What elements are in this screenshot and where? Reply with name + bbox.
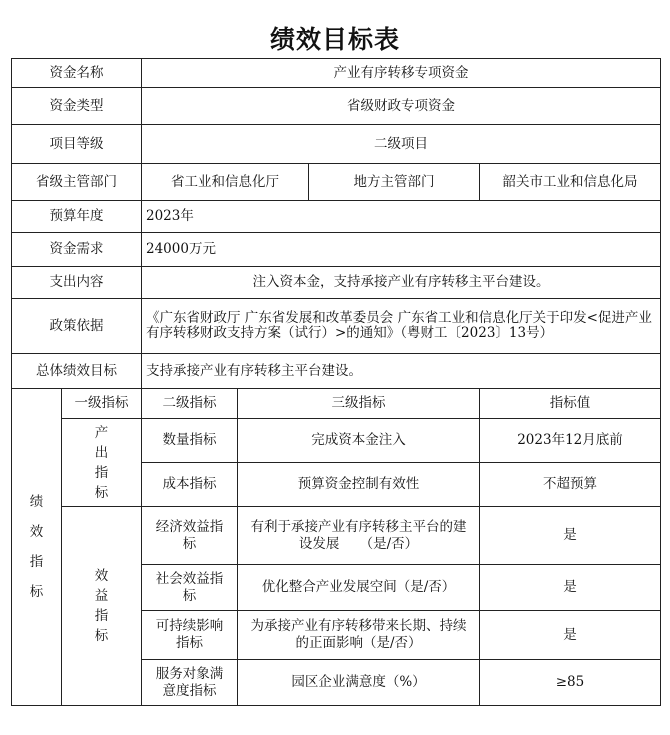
overall-goal-label: 总体绩效目标 (12, 354, 142, 389)
value-cell: 是 (480, 611, 661, 660)
row-budget-year (12, 201, 661, 233)
policy-label: 政策依据 (12, 299, 142, 354)
header-level1: 一级指标 (62, 389, 142, 419)
output-indicator-label: 产出指标 (94, 424, 109, 501)
level2-cell: 经济效益指标 (142, 507, 238, 565)
expense-value: 注入资本金，支持承接产业有序转移主平台建设。 (142, 267, 661, 299)
table-row (12, 507, 661, 565)
level3-cell: 优化整合产业发展空间（是/否） (238, 565, 480, 611)
value-cell: ≥85 (480, 660, 661, 706)
table-row (12, 419, 661, 463)
indicator-header-row (12, 389, 661, 419)
header-level2: 二级指标 (142, 389, 238, 419)
value-cell: 是 (480, 507, 661, 565)
value-cell: 是 (480, 565, 661, 611)
fund-type-label: 资金类型 (12, 88, 142, 125)
project-level-value: 二级项目 (142, 125, 661, 164)
row-fund-type (12, 88, 661, 125)
row-expense (12, 267, 661, 299)
budget-year-value: 2023年 (142, 201, 661, 233)
level3-cell: 为承接产业有序转移带来长期、持续的正面影响（是/否） (238, 611, 480, 660)
section-label-performance-indicators (12, 389, 62, 706)
row-overall-goal (12, 354, 661, 389)
policy-value: 《广东省财政厅 广东省发展和改革委员会 广东省工业和信息化厅关于印发<促进产业有序转移财政支持方案（试行）>的通知》（粤财工〔2023〕13号） (142, 299, 661, 354)
fund-name-label: 资金名称 (12, 59, 142, 88)
row-department (12, 164, 661, 201)
dept-label: 省级主管部门 (12, 164, 142, 201)
header-level3: 三级指标 (238, 389, 480, 419)
row-fund-name (12, 59, 661, 88)
fund-name-value: 产业有序转移专项资金 (142, 59, 661, 88)
local-dept-label: 地方主管部门 (309, 164, 480, 201)
project-level-label: 项目等级 (12, 125, 142, 164)
level2-cell: 数量指标 (142, 419, 238, 463)
value-cell: 不超预算 (480, 463, 661, 507)
level2-cell: 成本指标 (142, 463, 238, 507)
level2-cell: 服务对象满意度指标 (142, 660, 238, 706)
level2-cell: 社会效益指标 (142, 565, 238, 611)
value-cell: 2023年12月底前 (480, 419, 661, 463)
row-project-level (12, 125, 661, 164)
performance-target-table (11, 58, 661, 706)
page-title: 绩效目标表 (269, 25, 400, 54)
fund-type-value: 省级财政专项资金 (142, 88, 661, 125)
level3-cell: 预算资金控制有效性 (238, 463, 480, 507)
level2-cell: 可持续影响指标 (142, 611, 238, 660)
benefit-indicator-cell (62, 507, 142, 706)
performance-indicators-label: 绩效指标 (29, 494, 44, 600)
expense-label: 支出内容 (12, 267, 142, 299)
level3-cell: 完成资本金注入 (238, 419, 480, 463)
output-indicator-cell (62, 419, 142, 507)
overall-goal-value: 支持承接产业有序转移主平台建设。 (142, 354, 661, 389)
fund-demand-value: 24000万元 (142, 233, 661, 267)
dept-value: 省工业和信息化厅 (142, 164, 309, 201)
fund-demand-label: 资金需求 (12, 233, 142, 267)
row-fund-demand (12, 233, 661, 267)
level3-cell: 有利于承接产业有序转移主平台的建设发展 （是/否） (238, 507, 480, 565)
benefit-indicator-label: 效益指标 (94, 568, 109, 644)
local-dept-value: 韶关市工业和信息化局 (480, 164, 661, 201)
level3-cell: 园区企业满意度（%） (238, 660, 480, 706)
row-policy (12, 299, 661, 354)
budget-year-label: 预算年度 (12, 201, 142, 233)
header-value: 指标值 (480, 389, 661, 419)
